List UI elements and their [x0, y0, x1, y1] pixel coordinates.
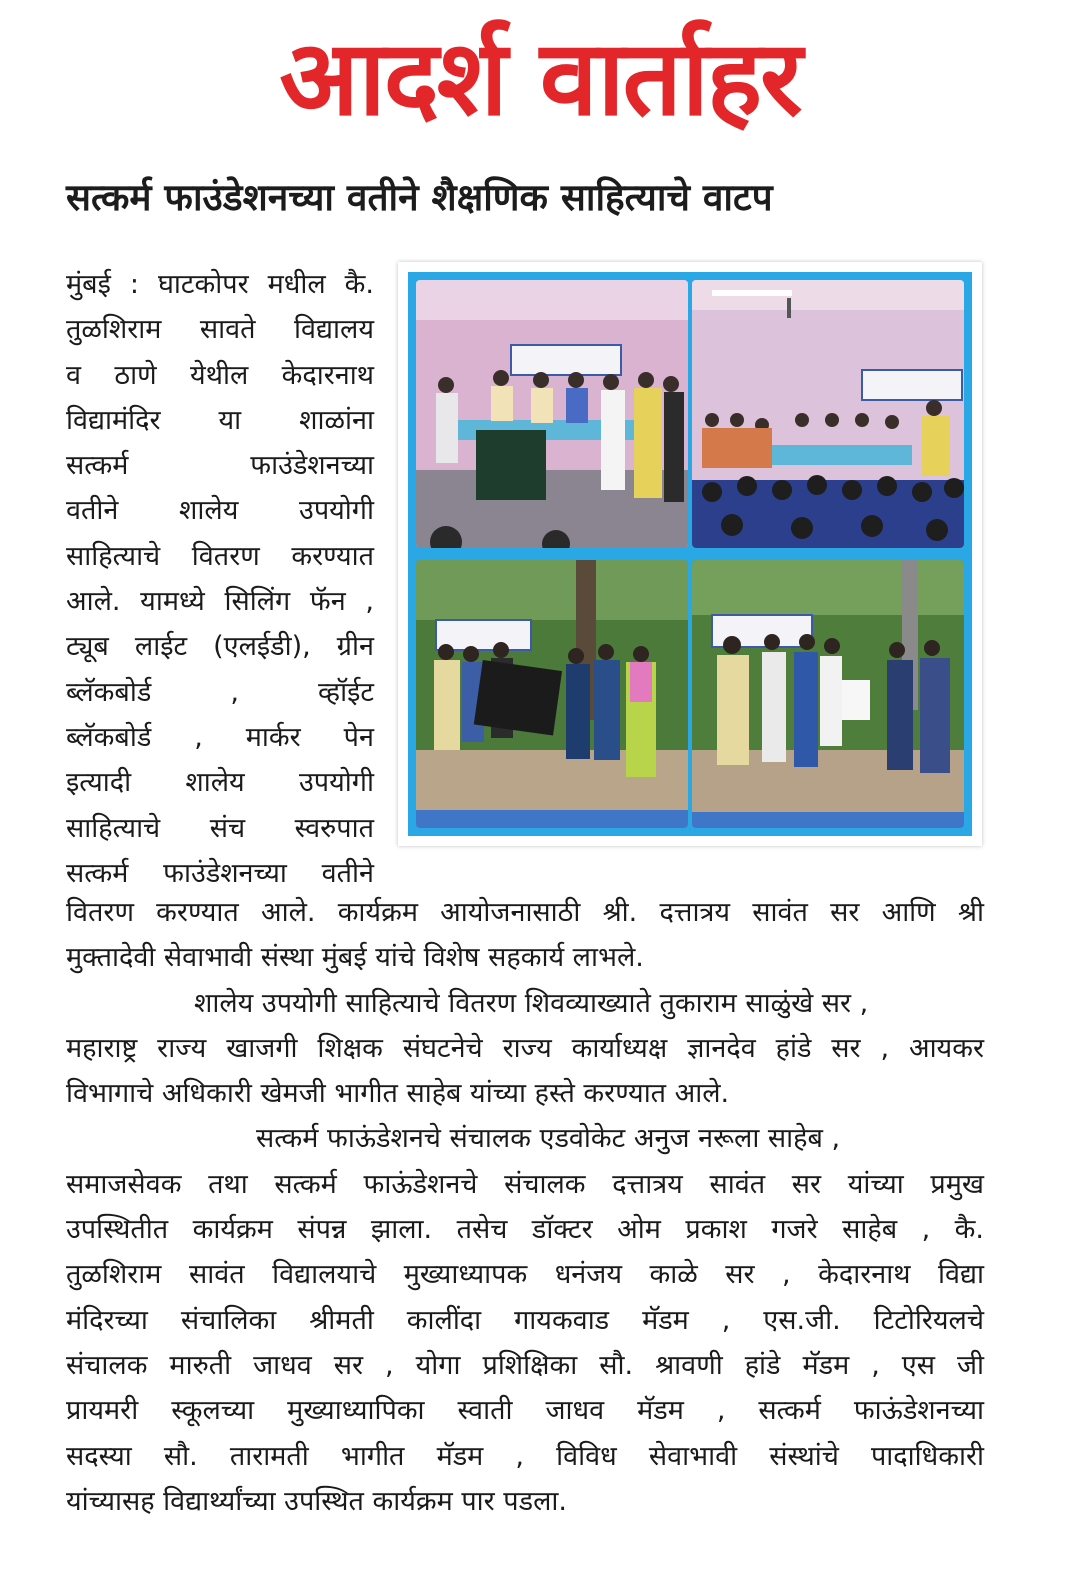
body-line: वितरण करण्यात आले. कार्यक्रम आयोजनासाठी श्री. दत्तात्रय सावंत सर आणि श्री — [66, 897, 984, 928]
lead-line: ब्लॅकबोर्ड , मार्कर पेन — [66, 721, 374, 753]
body-line: मुक्तादेवी सेवाभावी संस्था मुंबई यांचे विशेष सहकार्य लाभले. — [66, 942, 644, 974]
masthead — [0, 8, 1080, 148]
body-paragraph-start: सत्कर्म फाऊंडेशनचे संचालक एडवोकेट अनुज नरूला साहेब , — [256, 1123, 841, 1155]
lead-line: ट्यूब लाईट (एलईडी), ग्रीन — [66, 631, 374, 663]
event-photo-outdoor-handover — [692, 560, 964, 828]
lead-line: विद्यामंदिर या शाळांना — [66, 404, 374, 436]
lead-line: आले. यामध्ये सिलिंग फॅन , — [66, 586, 374, 618]
event-photo-outdoor-blackboard — [416, 560, 688, 828]
event-photo-hall-stage — [416, 280, 688, 548]
photo-collage — [398, 262, 982, 846]
newspaper-logo: आदर्श वार्ताहर — [279, 17, 801, 139]
body-line: सदस्या सौ. तारामती भागीत मॅडम , विविध सेवाभावी संस्थांचे पादाधिकारी — [66, 1440, 984, 1472]
event-photo-hall-students — [692, 280, 964, 548]
lead-line: ब्लॅकबोर्ड , व्हॉईट — [66, 676, 374, 708]
photo-collage-border — [408, 272, 972, 836]
body-line: विभागाचे अधिकारी खेमजी भागीत साहेब यांच्या हस्ते करण्यात आले. — [66, 1078, 730, 1110]
lead-line: इत्यादी शालेय उपयोगी — [66, 767, 374, 799]
lead-line: साहित्याचे संच स्वरुपात — [66, 812, 374, 844]
article-headline: सत्कर्म फाउंडेशनच्या वतीने शैक्षणिक साहित्याचे वाटप — [66, 176, 773, 219]
body-line: समाजसेवक तथा सत्कर्म फाऊंडेशनचे संचालक दत्तात्रय सावंत सर यांच्या प्रमुख — [66, 1168, 984, 1200]
body-line: तुळशिराम सावंत विद्यालयाचे मुख्याध्यापक धनंजय काळे सर , केदारनाथ विद्या — [66, 1259, 984, 1291]
lead-line: वतीने शालेय उपयोगी — [66, 495, 374, 527]
article-lead-column — [66, 262, 374, 896]
body-line: यांच्यासह विद्यार्थ्यांच्या उपस्थित कार्यक्रम पार पडला. — [66, 1485, 567, 1517]
body-line: संचालक मारुती जाधव सर , योगा प्रशिक्षिका सौ. श्रावणी हांडे मॅडम , एस जी — [66, 1349, 984, 1381]
lead-line: व ठाणे येथील केदारनाथ — [66, 359, 374, 391]
body-paragraph-start: शालेय उपयोगी साहित्याचे वितरण शिवव्याख्याते तुकाराम साळुंखे सर , — [194, 987, 869, 1019]
lead-line: सत्कर्म फाउंडेशनच्या वतीने — [66, 857, 374, 889]
lead-line: मुंबई : घाटकोपर मधील कै. — [66, 269, 374, 300]
body-line: प्रायमरी स्कूलच्या मुख्याध्यापिका स्वाती जाधव मॅडम , सत्कर्म फाऊंडेशनच्या — [66, 1395, 984, 1427]
lead-line: साहित्याचे वितरण करण्यात — [66, 540, 374, 572]
lead-line: सत्कर्म फाउंडेशनच्या — [66, 450, 374, 482]
lead-line: तुळशिराम सावते विद्यालय — [66, 314, 374, 346]
body-line: महाराष्ट्र राज्य खाजगी शिक्षक संघटनेचे राज्य कार्याध्यक्ष ज्ञानदेव हांडे सर , आयकर — [66, 1032, 984, 1064]
body-line: मंदिरच्या संचालिका श्रीमती कालींदा गायकवाड मॅडम , एस.जी. टिटोरियलचे — [66, 1304, 984, 1336]
body-line: उपस्थितीत कार्यक्रम संपन्न झाला. तसेच डॉक्टर ओम प्रकाश गजरे साहेब , कै. — [66, 1214, 984, 1246]
article-body — [66, 890, 984, 1524]
